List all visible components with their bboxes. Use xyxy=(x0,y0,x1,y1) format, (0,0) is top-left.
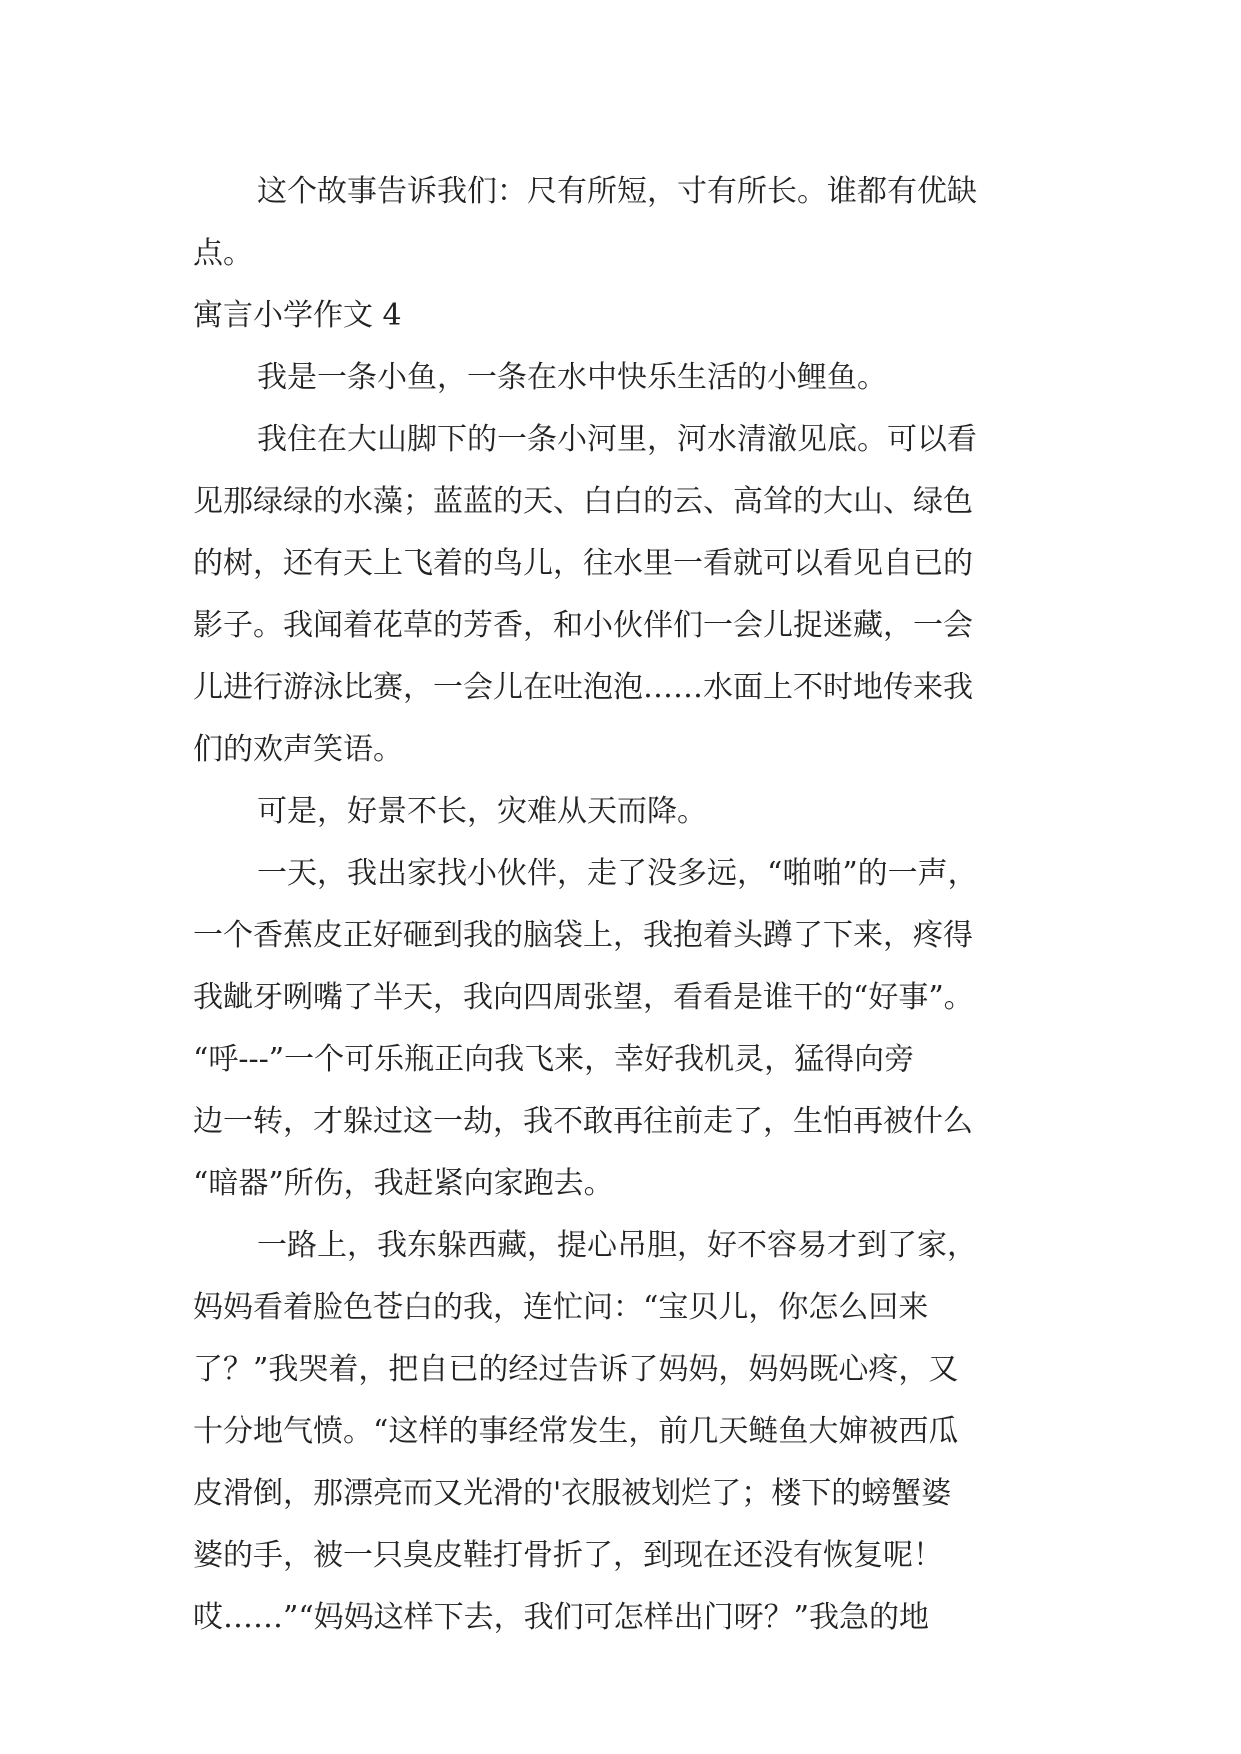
text-line: 可是，好景不长，灾难从天而降。 xyxy=(257,794,707,829)
text-line: 妈妈看着脸色苍白的我，连忙问：“宝贝儿，你怎么回来 xyxy=(193,1290,929,1325)
text-line: 一天，我出家找小伙伴，走了没多远，“啪啪”的一声， xyxy=(257,856,978,891)
text-line: 我是一条小鱼，一条在水中快乐生活的小鲤鱼。 xyxy=(257,360,887,395)
paragraph xyxy=(193,781,1063,843)
text-line: 寓言小学作文 4 xyxy=(193,298,402,333)
text-line: “呼---”一个可乐瓶正向我飞来，幸好我机灵，猛得向旁 xyxy=(193,1042,915,1077)
paragraph xyxy=(193,1215,1063,1649)
text-line: “暗器”所伤，我赶紧向家跑去。 xyxy=(193,1166,614,1201)
text-line: 婆的手，被一只臭皮鞋打骨折了，到现在还没有恢复呢！ xyxy=(193,1538,943,1573)
text-line: 边一转，才躲过这一劫，我不敢再往前走了，生怕再被什么 xyxy=(193,1104,973,1139)
text-line: 我龇牙咧嘴了半天，我向四周张望，看看是谁干的“好事”。 xyxy=(193,980,974,1015)
text-line: 点。 xyxy=(193,236,253,271)
text-line: 影子。我闻着花草的芳香，和小伙伴们一会儿捉迷藏，一会 xyxy=(193,608,973,643)
text-line: 们的欢声笑语。 xyxy=(193,732,403,767)
paragraph xyxy=(193,347,1063,409)
text-line: 了？”我哭着，把自已的经过告诉了妈妈，妈妈既心疼，又 xyxy=(193,1352,959,1387)
text-line: 十分地气愤。“这样的事经常发生，前几天鲢鱼大婶被西瓜 xyxy=(193,1414,959,1449)
text-line: 的树，还有天上飞着的鸟儿，往水里一看就可以看见自已的 xyxy=(193,546,973,581)
text-line: 我住在大山脚下的一条小河里，河水清澈见底。可以看 xyxy=(257,422,977,457)
text-line: 儿进行游泳比赛，一会儿在吐泡泡……水面上不时地传来我 xyxy=(193,670,973,705)
paragraph xyxy=(193,161,1063,285)
document-body xyxy=(193,161,1063,1649)
text-line: 见那绿绿的水藻；蓝蓝的天、白白的云、高耸的大山、绿色 xyxy=(193,484,973,519)
section-heading xyxy=(193,285,1063,347)
text-line: 一个香蕉皮正好砸到我的脑袋上，我抱着头蹲了下来，疼得 xyxy=(193,918,973,953)
paragraph xyxy=(193,409,1063,781)
text-line: 一路上，我东躲西藏，提心吊胆，好不容易才到了家， xyxy=(257,1228,977,1263)
text-line: 皮滑倒，那漂亮而又光滑的'衣服被划烂了；楼下的螃蟹婆 xyxy=(193,1476,952,1511)
paragraph xyxy=(193,843,1063,1215)
text-line: 这个故事告诉我们：尺有所短，寸有所长。谁都有优缺 xyxy=(257,174,977,209)
text-line: 哎……”“妈妈这样下去，我们可怎样出门呀？”我急的地 xyxy=(193,1600,930,1635)
